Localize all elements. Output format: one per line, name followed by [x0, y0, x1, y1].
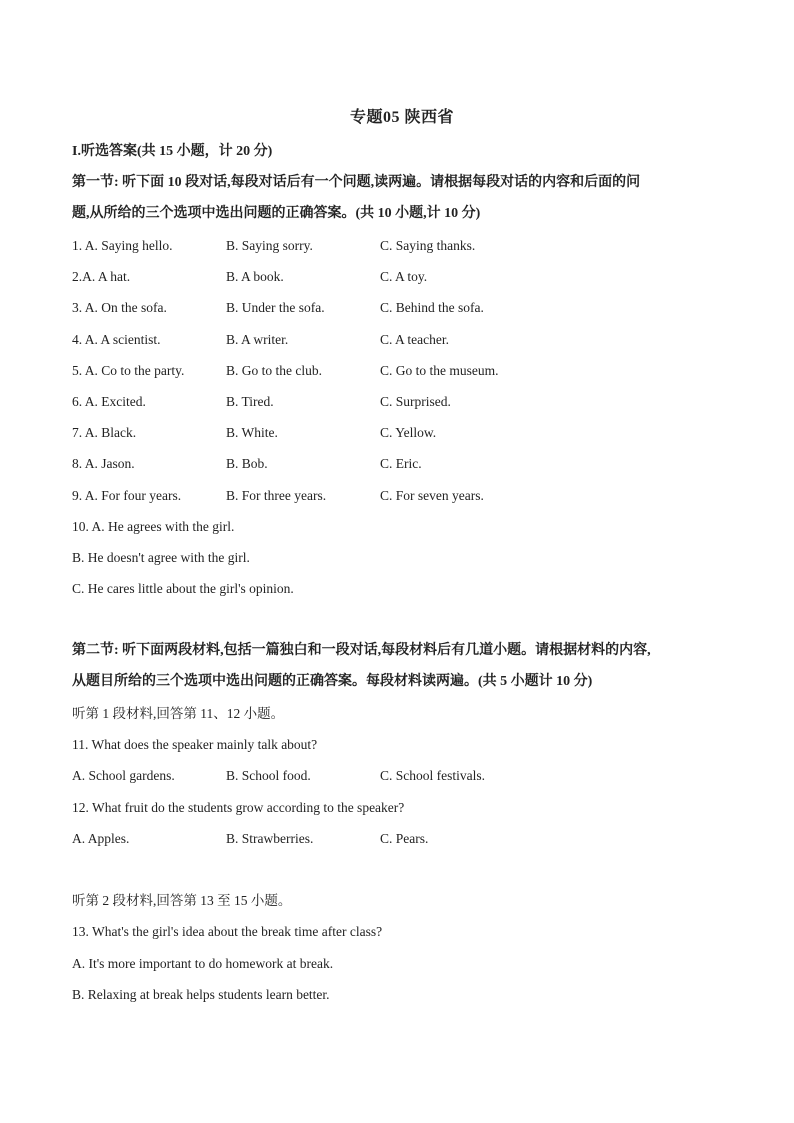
- q10-option-b: B. He doesn't agree with the girl.: [72, 550, 250, 565]
- option-a: 7. A. Black.: [72, 425, 137, 440]
- option-a: 1. A. Saying hello.: [72, 238, 173, 253]
- question-11: 11. What does the speaker mainly talk about?: [72, 737, 318, 752]
- option-a: 6. A. Excited.: [72, 394, 146, 409]
- option-b: B. White.: [226, 425, 278, 440]
- q10-option-a: 10. A. He agrees with the girl.: [72, 519, 235, 534]
- question-12: 12. What fruit do the students grow according to the speaker?: [72, 800, 405, 815]
- question-row-7: [72, 424, 732, 442]
- option-c: C. School festivals.: [380, 768, 485, 783]
- option-b: B. Saying sorry.: [226, 238, 313, 253]
- option-a: 8. A. Jason.: [72, 456, 135, 471]
- option-c: C. Surprised.: [380, 394, 451, 409]
- page-title: 专题05 陕西省: [349, 109, 454, 126]
- option-b: B. Bob.: [226, 456, 268, 471]
- option-c: C. Eric.: [380, 456, 422, 471]
- option-c: C. Go to the museum.: [380, 363, 499, 378]
- option-b: B. Under the sofa.: [226, 300, 325, 315]
- option-c: C. Yellow.: [380, 425, 437, 440]
- part1-instructions-line1: 第一节: 听下面 10 段对话,每段对话后有一个问题,读两遍。请根据每段对话的内容和后面的问: [72, 175, 641, 190]
- option-c: C. For seven years.: [380, 488, 484, 503]
- question-row-4: [72, 331, 732, 349]
- option-c: C. Behind the sofa.: [380, 300, 484, 315]
- question-11-options: [72, 767, 732, 785]
- part2-instructions-line1: 第二节: 听下面两段材料,包括一篇独白和一段对话,每段材料后有几道小题。请根据材料的内容,: [72, 643, 651, 658]
- material2-intro: 听第 2 段材料,回答第 13 至 15 小题。: [72, 893, 292, 908]
- question-12-options: [72, 830, 732, 848]
- question-row-1: [72, 237, 732, 255]
- option-b: B. A writer.: [226, 332, 289, 347]
- section-heading: I.听选答案(共 15 小题，计 20 分): [72, 144, 273, 159]
- option-a: 2.A. A hat.: [72, 269, 131, 284]
- question-13: 13. What's the girl's idea about the break time after class?: [72, 924, 383, 939]
- option-b: B. Go to the club.: [226, 363, 322, 378]
- material1-intro: 听第 1 段材料,回答第 11、12 小题。: [72, 706, 285, 721]
- option-b: B. Tired.: [226, 394, 274, 409]
- option-a: 4. A. A scientist.: [72, 332, 161, 347]
- question-row-5: [72, 362, 732, 380]
- option-a: 5. A. Co to the party.: [72, 363, 185, 378]
- part2-instructions-line2: 从题目所给的三个选项中选出问题的正确答案。每段材料读两遍。(共 5 小题计 10 分): [72, 674, 593, 689]
- option-a: 3. A. On the sofa.: [72, 300, 167, 315]
- question-row-2: [72, 268, 732, 286]
- option-c: C. A teacher.: [380, 332, 449, 347]
- option-a: A. Apples.: [72, 831, 130, 846]
- question-row-6: [72, 393, 732, 411]
- option-b: B. School food.: [226, 768, 311, 783]
- part1-instructions-line2: 题,从所给的三个选项中选出问题的正确答案。(共 10 小题,计 10 分): [72, 206, 481, 221]
- option-b: B. Strawberries.: [226, 831, 314, 846]
- q13-option-b: B. Relaxing at break helps students learn better.: [72, 987, 330, 1002]
- question-row-3: [72, 299, 732, 317]
- option-c: C. Pears.: [380, 831, 429, 846]
- question-row-8: [72, 455, 732, 473]
- option-b: B. A book.: [226, 269, 284, 284]
- q13-option-a: A. It's more important to do homework at break.: [72, 956, 334, 971]
- q10-option-c: C. He cares little about the girl's opinion.: [72, 581, 294, 596]
- option-a: 9. A. For four years.: [72, 488, 182, 503]
- option-a: A. School gardens.: [72, 768, 175, 783]
- question-row-9: [72, 487, 732, 505]
- option-b: B. For three years.: [226, 488, 327, 503]
- option-c: C. Saying thanks.: [380, 238, 476, 253]
- option-c: C. A toy.: [380, 269, 428, 284]
